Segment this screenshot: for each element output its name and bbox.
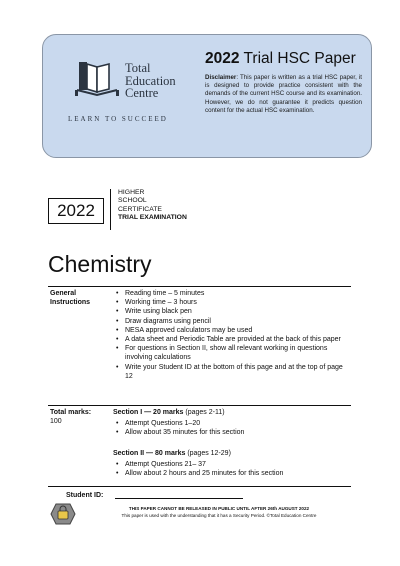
student-id-label: Student ID: <box>66 492 104 499</box>
footer-security-notice: This paper is used with the understanding that it has a Security Period. ©Total Education Centre <box>121 513 317 518</box>
section-2-heading: Section II — 80 marks <box>113 450 186 457</box>
section-2-item: • Attempt Questions 21– 37 <box>116 460 352 469</box>
logo-line-2: Education <box>125 73 176 88</box>
section-1-item: • Attempt Questions 1–20 <box>116 419 352 428</box>
total-marks-label <box>50 408 91 426</box>
security-seal-icon <box>50 503 76 525</box>
hsc-line-3: CERTIFICATE <box>118 205 162 213</box>
instruction-item: • A data sheet and Periodic Table are provided at the back of this paper <box>116 335 352 344</box>
hsc-line-1: HIGHER <box>118 189 145 196</box>
instructions-list <box>116 289 352 381</box>
instruction-item: • Draw diagrams using pencil <box>116 317 352 326</box>
section-2-pages: (pages 12-29) <box>185 450 231 457</box>
instruction-item: • Write your Student ID at the bottom of this page and at the top of page 12 <box>116 363 352 381</box>
instruction-item: • NESA approved calculators may be used <box>116 326 352 335</box>
footer-notice <box>84 505 354 519</box>
instruction-item: • Reading time – 5 minutes <box>116 289 352 298</box>
open-book-icon <box>73 60 121 102</box>
paper-title-year: 2022 <box>205 50 240 67</box>
rule-bottom <box>48 486 351 487</box>
total-marks-heading: Total marks: <box>50 409 92 416</box>
logo-tagline: LEARN TO SUCCEED <box>68 115 168 123</box>
general-label-1: General <box>50 290 77 297</box>
total-marks-value: 100 <box>50 418 62 425</box>
instruction-item: • For questions in Section II, show all relevant working in questions involving calculations <box>116 344 352 362</box>
rule-middle <box>48 405 351 406</box>
logo-line-3: Centre <box>125 86 159 100</box>
general-label-2: Instructions <box>50 299 91 306</box>
instruction-item: • Working time – 3 hours <box>116 298 352 307</box>
disclaimer <box>205 74 362 115</box>
section-1-heading: Section I — 20 marks <box>113 409 184 416</box>
exam-type: TRIAL EXAMINATION <box>118 214 187 222</box>
section-1-pages: (pages 2-11) <box>183 409 225 416</box>
section-2-title <box>113 449 231 458</box>
tec-logo <box>68 54 188 146</box>
logo-wordmark <box>125 62 176 100</box>
instruction-item: • Write using black pen <box>116 307 352 316</box>
disclaimer-label: Disclaimer <box>205 74 237 81</box>
section-1-item: • Allow about 35 minutes for this section <box>116 428 352 437</box>
subject-title: Chemistry <box>48 251 152 277</box>
footer-release-notice: THIS PAPER CANNOT BE RELEASED IN PUBLIC UNTIL AFTER 26th AUGUST 2022 <box>128 506 310 511</box>
header-banner <box>42 34 372 158</box>
disclaimer-text: : This paper is written as a trial HSC paper, it is designed to provide practice consistent with the demands of the current HSC course and its examination. However, we do not guarantee it predicts question content for the actual HSC examination. <box>205 74 362 114</box>
general-instructions-label <box>50 289 90 307</box>
year-divider <box>110 189 111 230</box>
year-box: 2022 <box>48 198 104 224</box>
paper-title-text: Trial HSC Paper <box>239 50 356 67</box>
rule-top <box>48 286 351 287</box>
paper-title <box>205 50 356 68</box>
hsc-line-2: SCHOOL <box>118 197 147 205</box>
student-id-field[interactable] <box>115 498 243 499</box>
section-1-title <box>113 408 225 417</box>
certificate-heading <box>118 189 187 223</box>
section-1-list <box>116 419 352 437</box>
section-2-list <box>116 460 352 478</box>
logo-line-1: Total <box>125 61 151 75</box>
section-2-item: • Allow about 2 hours and 25 minutes for this section <box>116 469 352 478</box>
